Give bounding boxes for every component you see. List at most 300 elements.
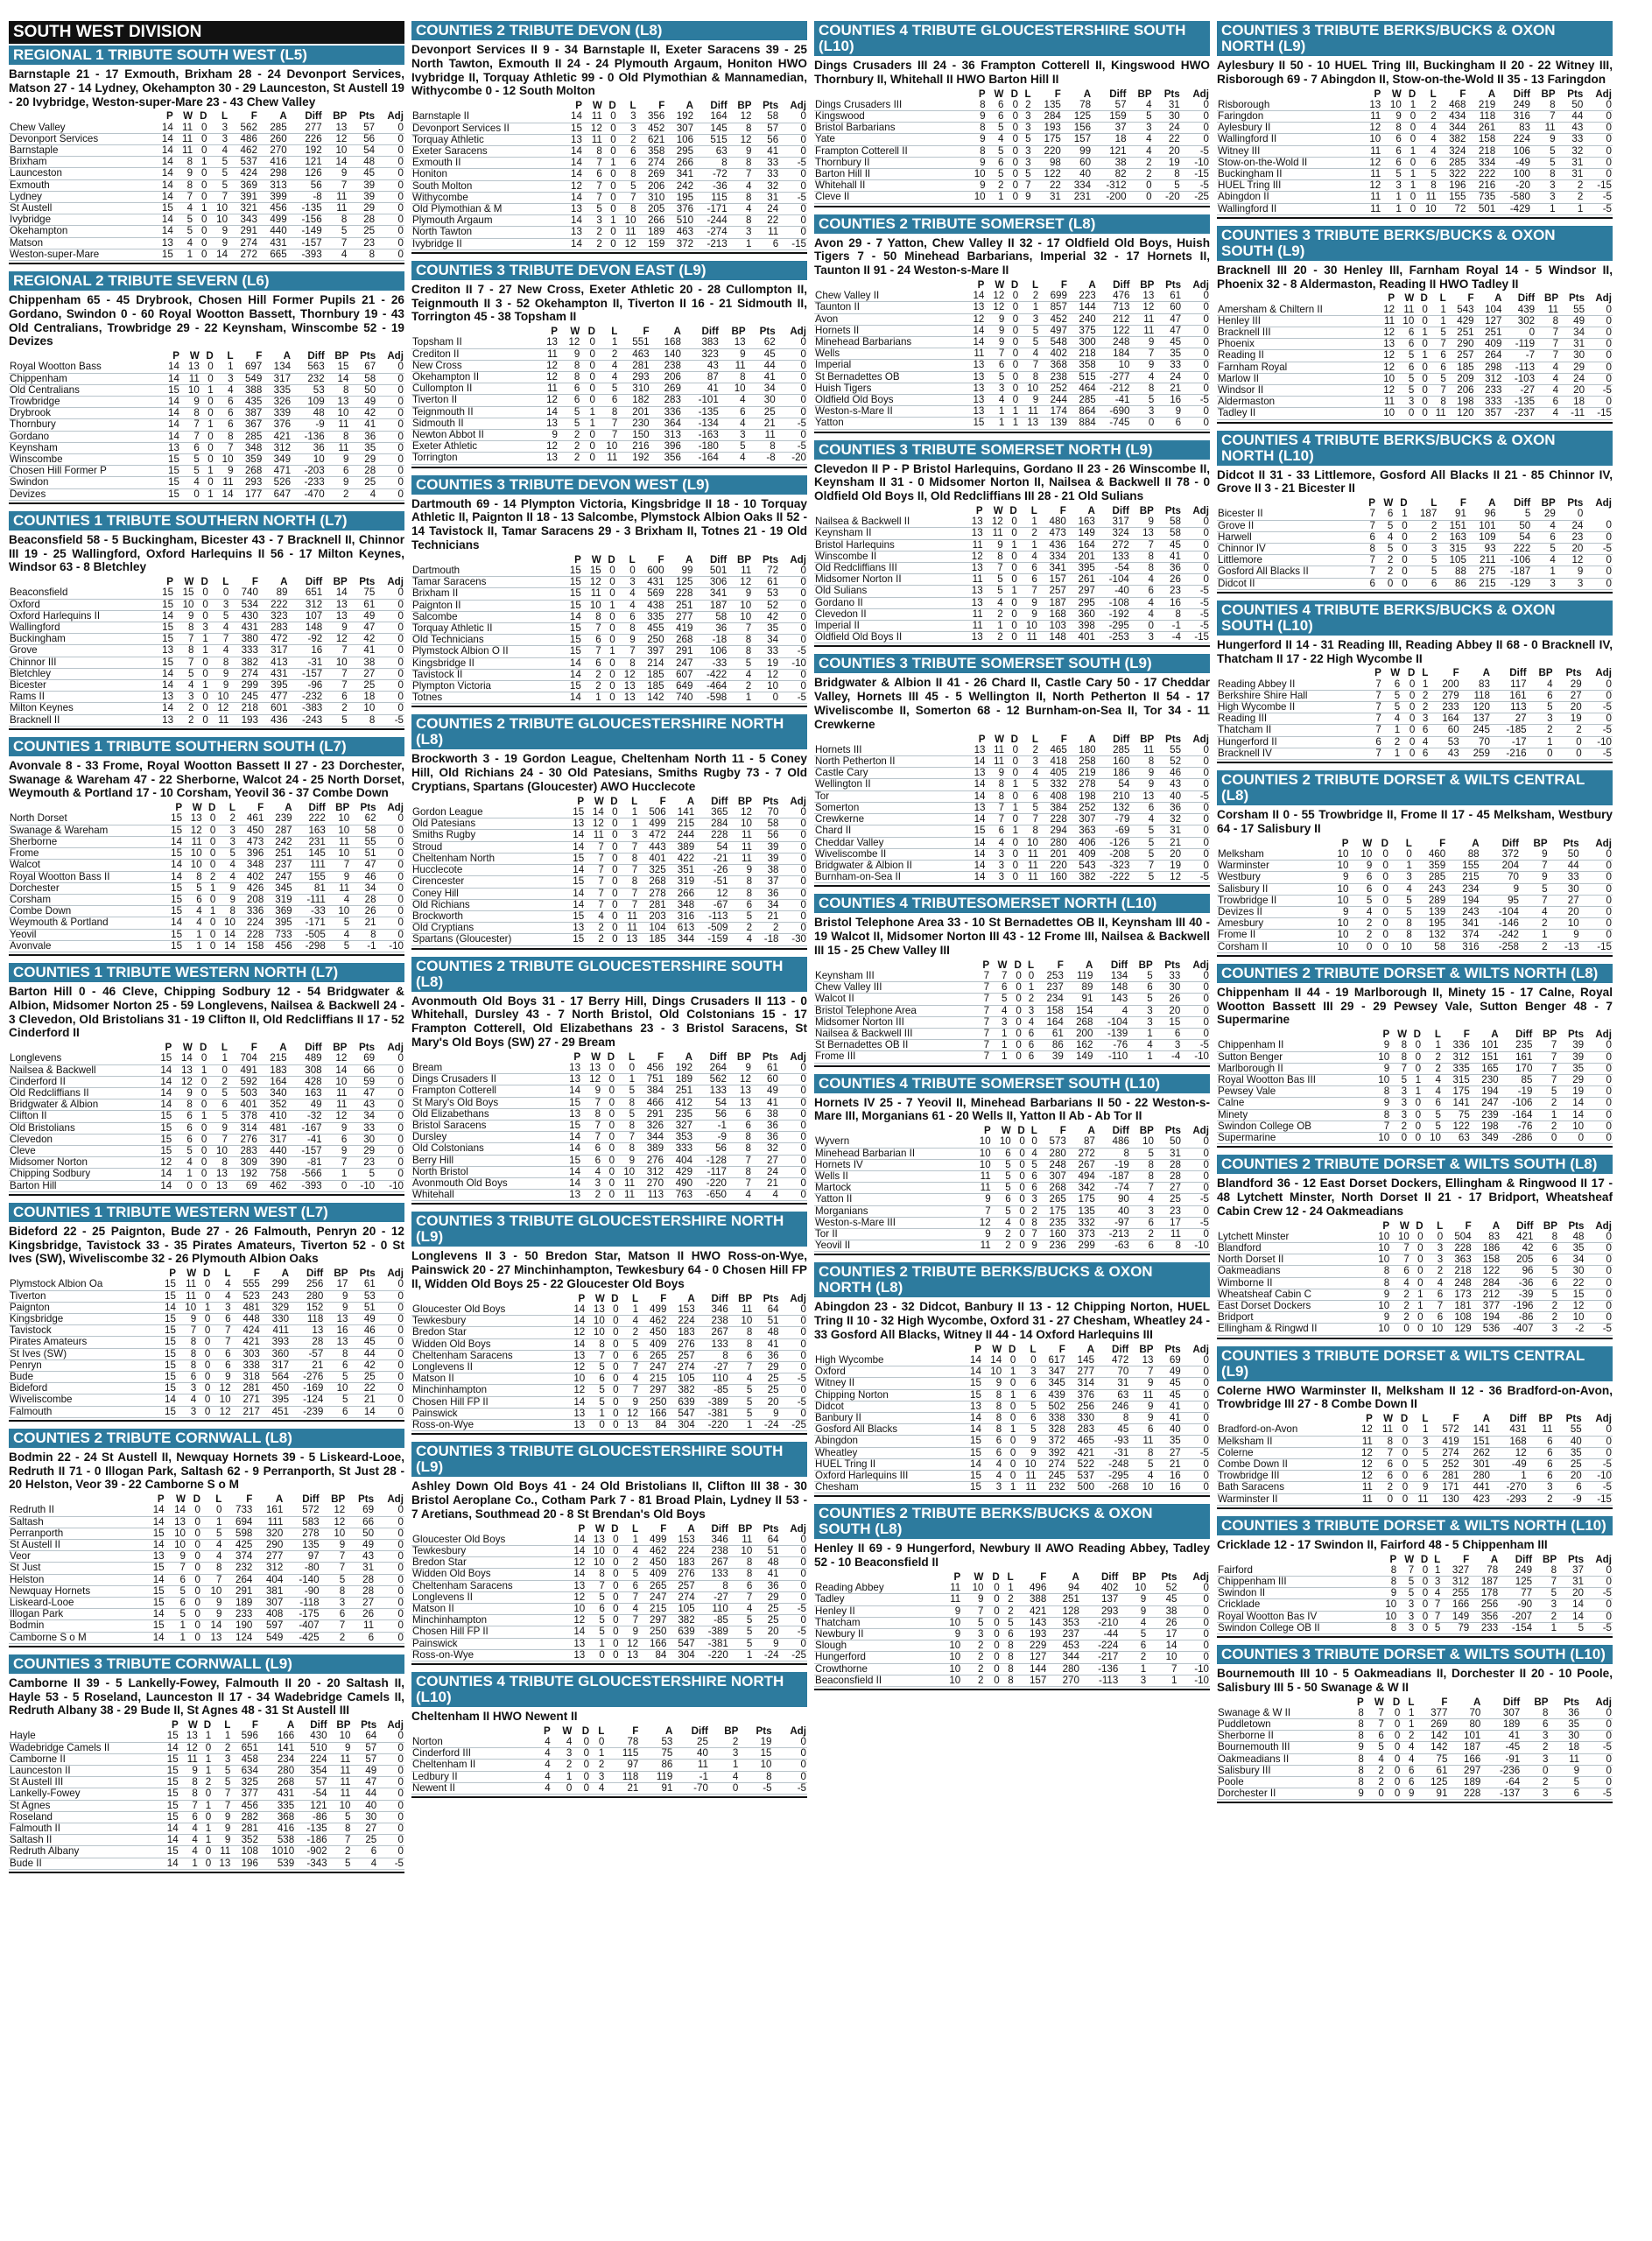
stat-cell: 0	[1424, 1232, 1445, 1243]
column-header: P	[172, 350, 179, 362]
stat-cell: 10	[1417, 203, 1438, 214]
stat-cell: 16	[1155, 1470, 1182, 1481]
stat-cell: 7	[1390, 1242, 1410, 1254]
stat-cell: 110	[696, 1373, 729, 1385]
stat-cell: 26	[1155, 574, 1182, 586]
team-header	[411, 797, 566, 807]
column-header: W	[192, 802, 202, 814]
table-row	[411, 657, 807, 669]
column-header: Adj	[790, 326, 806, 338]
stat-cell: 402	[236, 871, 264, 882]
stat-cell: 5	[216, 848, 236, 860]
stat-cell: 0	[376, 692, 404, 703]
stat-cell: 4	[1093, 1005, 1128, 1016]
stat-cell: 346	[696, 1535, 729, 1546]
stat-cell: 9	[1381, 111, 1402, 123]
table-row	[814, 1663, 1210, 1675]
stat-cell: 14	[216, 940, 236, 952]
stat-cell: 5	[586, 1591, 606, 1603]
stat-cell: 0	[1182, 574, 1210, 586]
stat-cell: 4	[209, 622, 229, 634]
stat-cell: 1	[1002, 1389, 1016, 1401]
column-header: P	[157, 1493, 165, 1506]
section-divider	[9, 1420, 404, 1422]
stat-cell: 21	[1155, 383, 1182, 394]
stat-cell: 7	[620, 1361, 640, 1373]
stat-cell: 6	[752, 238, 779, 249]
stat-cell: 8	[739, 1771, 772, 1782]
table-row	[9, 373, 404, 384]
stat-cell: 0	[376, 477, 404, 488]
stat-cell: 0	[779, 169, 807, 180]
stat-cell: -140	[284, 1574, 320, 1585]
stat-cell: 32	[752, 1143, 779, 1155]
stat-cell: 0	[779, 635, 807, 646]
stat-cell: 5	[328, 1811, 352, 1823]
stat-cell: 0	[1521, 1765, 1549, 1776]
stat-cell: 429	[1447, 315, 1475, 327]
team-name: Reading Abbey	[814, 1583, 938, 1594]
team-name: Old Colstonians	[411, 1143, 561, 1155]
stat-cell: 0	[1394, 1471, 1409, 1482]
stat-cell: 11	[1130, 745, 1155, 756]
stat-cell: 4	[351, 1858, 377, 1869]
column-header: A	[283, 350, 292, 362]
stat-cell: 13	[326, 397, 350, 408]
team-name: Winscombe	[9, 454, 160, 466]
stat-cell: 2	[1534, 1300, 1558, 1311]
stat-cell: 10	[972, 1136, 992, 1148]
stat-cell: 0	[773, 1760, 807, 1771]
column-header: P	[1357, 1696, 1364, 1708]
stat-cell: 0	[580, 337, 596, 348]
stat-cell: 14	[566, 888, 586, 899]
stat-cell: 6	[596, 395, 618, 406]
stat-cell: 9	[326, 477, 350, 488]
stat-cell: 0	[1004, 621, 1018, 632]
stat-cell: 0	[376, 622, 404, 634]
stat-cell: 2	[1416, 690, 1429, 701]
stat-cell: 0	[376, 1348, 404, 1359]
team-name: Harwell	[1217, 531, 1363, 543]
table-row	[411, 899, 807, 910]
stat-cell: 10	[201, 1585, 222, 1597]
stat-cell: 14	[566, 1545, 587, 1556]
league-section	[814, 21, 1210, 207]
stat-cell: 8	[982, 1412, 1002, 1423]
table-row	[814, 145, 1210, 157]
table-row	[814, 1470, 1210, 1481]
stat-cell: 19	[1554, 713, 1583, 725]
column-header: Pts	[1567, 1553, 1585, 1565]
stat-cell: 14	[152, 1169, 173, 1180]
stat-cell: 0	[1585, 1611, 1613, 1622]
stat-cell: -5	[1182, 1194, 1210, 1205]
stat-cell: 0	[376, 214, 404, 226]
team-name: Bredon Star	[411, 1327, 566, 1338]
stat-cell: 0	[1004, 516, 1018, 528]
stat-cell: 12	[1376, 305, 1395, 316]
stat-cell: 1	[620, 1304, 640, 1316]
stat-cell: 10	[1389, 941, 1413, 952]
column-header: Diff	[1509, 1413, 1527, 1425]
stat-cell: 52	[1155, 756, 1182, 768]
stat-cell: -17	[1491, 736, 1528, 748]
stat-cell: 41	[753, 1569, 779, 1580]
table-row	[1217, 408, 1613, 419]
team-name: St Agnes	[9, 1800, 160, 1811]
stat-cell: 0	[1002, 1401, 1016, 1412]
stat-cell: 3	[987, 872, 1006, 883]
stat-cell: 4	[1417, 134, 1438, 145]
stat-cell: 2	[1528, 1493, 1554, 1505]
stat-cell: 5	[1429, 1622, 1441, 1633]
team-name: Newent II	[411, 1782, 535, 1794]
stat-cell: 0	[1130, 621, 1155, 632]
table-row	[814, 360, 1210, 371]
stat-cell: 390	[258, 1157, 288, 1169]
stat-cell: 192	[618, 453, 650, 464]
stat-cell: 0	[376, 1111, 404, 1122]
team-header	[814, 1345, 962, 1355]
column-header: L	[1422, 1413, 1429, 1425]
stat-cell: 8	[1533, 1565, 1557, 1577]
table-row	[9, 1551, 404, 1563]
stat-cell: 4	[1130, 608, 1155, 620]
stat-cell: 237	[264, 860, 292, 871]
stat-cell: 30	[1549, 883, 1580, 895]
stat-cell: 332	[1067, 1217, 1096, 1228]
stat-cell: 2	[1521, 1742, 1549, 1753]
team-name: Redruth Albany	[9, 1846, 160, 1858]
stat-cell: 0	[1182, 848, 1210, 860]
stat-cell: 8	[747, 441, 777, 453]
stat-cell: 382	[667, 1385, 695, 1396]
stat-cell: 318	[232, 1371, 261, 1382]
stat-cell: 5	[1422, 1109, 1442, 1120]
stat-cell: 34	[1559, 327, 1585, 339]
stat-cell: 13	[586, 1304, 606, 1316]
stat-cell: 257	[1038, 586, 1067, 597]
stat-cell: 228	[1444, 1242, 1472, 1254]
stat-cell: 0	[1128, 180, 1153, 192]
stat-cell: 6	[1381, 157, 1402, 168]
stat-cell: 3	[1130, 1205, 1155, 1217]
stat-cell: 6	[559, 395, 580, 406]
stat-cell: 10	[1019, 383, 1039, 394]
stat-cell: 1	[1408, 1086, 1422, 1098]
division-heading: SOUTH WEST DIVISION	[9, 21, 404, 44]
stat-cell: 378	[228, 1111, 258, 1122]
stat-cell: 0	[193, 1157, 207, 1169]
stat-cell: 0	[1585, 1051, 1613, 1063]
column-header: F	[246, 1493, 253, 1506]
stat-cell: -1	[673, 1771, 709, 1782]
stat-cell: 230	[1471, 1074, 1500, 1085]
table-row	[9, 1064, 404, 1076]
table-row	[814, 539, 1210, 551]
table-row	[9, 1279, 404, 1290]
stat-cell: 5	[1376, 544, 1394, 555]
column-header: F	[643, 326, 650, 338]
stat-cell: 8	[209, 657, 229, 668]
league-table	[9, 1720, 404, 1870]
stat-cell: 250	[636, 635, 665, 646]
stat-cell: 272	[228, 249, 258, 260]
stat-cell: 0	[1585, 373, 1613, 384]
stat-cell: 0	[1181, 134, 1210, 145]
stat-cell: 78	[1470, 1565, 1499, 1577]
stat-cell: 12	[620, 1638, 640, 1649]
stat-cell: 0	[197, 1394, 211, 1406]
stat-cell: 0	[601, 1132, 615, 1143]
stat-cell: 9	[201, 1598, 222, 1609]
stat-cell: 9	[209, 680, 229, 692]
stat-cell: 8	[348, 249, 376, 260]
stat-cell: 15	[562, 623, 582, 635]
table-row	[814, 291, 1210, 302]
stat-cell: -15	[1181, 169, 1210, 180]
stat-cell: 15	[152, 1053, 173, 1064]
column-header: Pts	[360, 802, 376, 814]
team-name: Gosford All Blacks	[814, 1424, 962, 1436]
stat-cell: 358	[637, 146, 666, 158]
league-table	[9, 577, 404, 727]
stat-cell: 145	[694, 123, 728, 134]
stat-cell: 0	[606, 1419, 620, 1430]
stat-cell: 14	[153, 133, 174, 144]
stat-cell: 70	[1095, 1366, 1129, 1378]
stat-cell: 276	[667, 1569, 695, 1580]
stat-cell: 84	[639, 1649, 667, 1661]
stat-cell: 14	[982, 1355, 1002, 1366]
table-row	[411, 348, 807, 360]
table-row	[411, 681, 807, 692]
stat-cell: 0	[779, 1074, 807, 1085]
table-row	[411, 1591, 807, 1603]
stat-cell: 14	[216, 929, 236, 940]
stat-cell: 7	[1429, 1599, 1441, 1611]
stat-cell: 0	[186, 1528, 201, 1539]
stat-cell: 0	[1005, 837, 1019, 848]
stat-cell: 11	[1018, 632, 1038, 643]
stat-cell: 333	[1475, 397, 1503, 408]
stat-cell: 11	[1019, 872, 1039, 883]
stat-cell: 2	[174, 714, 194, 726]
stat-cell: 0	[200, 431, 214, 442]
team-name: Gordano	[9, 431, 160, 442]
stat-cell: 7	[1019, 360, 1039, 371]
stat-cell: -295	[1096, 621, 1130, 632]
stat-cell: 335	[263, 384, 292, 396]
stat-cell: 174	[1039, 406, 1068, 418]
column-header: P	[1382, 1219, 1390, 1232]
stat-cell: 0	[1373, 930, 1389, 941]
stat-cell: 0	[606, 1408, 620, 1419]
stat-cell: 0	[377, 1800, 404, 1811]
stat-cell: 9	[966, 111, 987, 123]
stat-cell: 12	[566, 1385, 587, 1396]
stat-cell: 7	[1365, 1708, 1385, 1719]
stat-cell: 7	[586, 1350, 606, 1361]
stat-cell: 15	[144, 1585, 165, 1597]
stat-cell: 395	[264, 917, 292, 929]
league-results: Avonmouth Old Boys 31 - 17 Berry Hill, Dings Crusaders II 113 - 0 Whitehall, Dursley 43 - 7 North Bristol, Old Colstonians 15 - 17 Frampton Cotterell, Old Elizabethans 23 - 3 Bristol Saracens, St Mary's Old Boys (SW) 27 - 29 Bream	[411, 994, 807, 1049]
stat-cell: 0	[984, 1640, 1000, 1652]
table-row	[411, 204, 807, 215]
stat-cell: 6	[1424, 1289, 1445, 1300]
stat-cell: 23	[1155, 586, 1182, 597]
stat-cell: 436	[259, 714, 289, 726]
column-header: BP	[333, 1042, 348, 1054]
stat-cell: 0	[1373, 895, 1389, 906]
stat-cell: 8	[214, 431, 235, 442]
stat-cell: 1	[199, 1731, 212, 1742]
stat-cell: 13	[964, 632, 984, 643]
column-header: Adj	[387, 1719, 404, 1732]
stat-cell: 0	[376, 587, 404, 599]
table-row	[814, 1051, 1210, 1063]
stat-cell: 289	[1413, 895, 1446, 906]
stat-cell: 0	[1182, 1378, 1210, 1389]
stat-cell: 30	[747, 395, 777, 406]
stat-cell: 54	[693, 1097, 728, 1108]
column-header: Diff	[1100, 1570, 1119, 1583]
table-row	[814, 1217, 1210, 1228]
table-row	[814, 1136, 1210, 1148]
team-name: Beaconsfield II	[814, 1675, 938, 1686]
stat-cell: 0	[1580, 906, 1613, 917]
stat-cell: 0	[780, 1338, 807, 1350]
stat-cell: 4	[211, 1290, 231, 1302]
stat-cell: 13	[566, 1649, 587, 1661]
stat-cell: 22	[752, 215, 779, 227]
team-name: Gloucester Old Boys	[411, 1304, 566, 1316]
stat-cell: 345	[1037, 1378, 1066, 1389]
league-results: Didcot II 31 - 33 Littlemore, Gosford All Blacks II 21 - 85 Chinnor IV, Grove II 3 - 21 Bicester II	[1217, 467, 1613, 495]
stat-cell: 1	[1005, 825, 1019, 837]
column-header: P	[578, 1522, 586, 1535]
stat-cell: 450	[236, 825, 264, 836]
table-row	[814, 768, 1210, 779]
stat-cell: 0	[186, 1563, 201, 1574]
stat-cell: 421	[1066, 1447, 1095, 1458]
stat-cell: 43	[682, 360, 720, 371]
stat-cell: 134	[263, 362, 292, 373]
table-row	[9, 894, 404, 905]
stat-cell: -242	[1480, 930, 1520, 941]
stat-cell: 25	[673, 1737, 709, 1748]
stat-cell: 7	[1363, 520, 1376, 531]
stat-cell: 4	[720, 453, 747, 464]
stat-cell: 14	[563, 192, 583, 203]
stat-cell: -72	[694, 169, 728, 180]
stat-cell: 234	[1446, 883, 1480, 895]
stat-cell: 307	[253, 1598, 284, 1609]
column-header: Pts	[360, 350, 376, 362]
stat-cell: 228	[695, 830, 728, 841]
stat-cell: 7	[1533, 1074, 1557, 1085]
column-header: P	[171, 1719, 179, 1732]
table-row	[814, 597, 1210, 608]
stat-cell: 35	[1558, 1242, 1585, 1254]
stat-cell: 11	[183, 836, 203, 847]
stat-cell: 224	[295, 1753, 327, 1765]
stat-cell: 10	[327, 813, 350, 825]
stat-cell: 3	[1023, 1005, 1035, 1016]
stat-cell: 3	[1397, 1611, 1415, 1622]
stat-cell: 0	[377, 871, 404, 882]
team-name: Dings Crusaders III	[814, 100, 966, 111]
stat-cell: 5	[1549, 1777, 1580, 1788]
stat-cell: 11	[1019, 406, 1039, 418]
stat-cell: 339	[263, 408, 292, 419]
team-name: Weston-s-Mare III	[814, 1217, 972, 1228]
table-row	[411, 1535, 807, 1546]
stat-cell: 166	[639, 1638, 667, 1649]
stat-cell: 293	[235, 477, 264, 488]
stat-cell: 463	[618, 348, 650, 360]
stat-cell: 15	[153, 203, 174, 214]
table-row	[411, 1385, 807, 1396]
column-header: W	[992, 1343, 1002, 1355]
stat-cell: 12	[183, 825, 203, 836]
stat-cell: 0	[193, 1169, 207, 1180]
team-name: Chesham	[814, 1482, 962, 1493]
stat-cell: 1	[207, 1053, 228, 1064]
team-name: Walcot	[9, 860, 164, 871]
team-name: Yatton II	[814, 1194, 972, 1205]
stat-cell: 0	[1181, 123, 1210, 134]
column-header: L	[629, 1050, 636, 1063]
team-name: Aldermaston	[1217, 397, 1376, 408]
stat-cell: 0	[780, 1535, 807, 1546]
stat-cell: 232	[292, 373, 326, 384]
stat-cell: 4	[992, 1217, 1012, 1228]
stat-cell: 0	[203, 813, 217, 825]
stat-cell: 8	[1001, 1675, 1015, 1686]
table-row	[1217, 1051, 1613, 1063]
stat-cell: 170	[1500, 1063, 1534, 1074]
stat-cell: 15	[566, 807, 586, 818]
stat-cell: 5	[207, 1087, 228, 1099]
stat-cell: -5	[777, 418, 807, 429]
stat-cell: 15	[154, 634, 174, 645]
stat-cell: 220	[1032, 145, 1062, 157]
stat-cell: 443	[638, 841, 666, 853]
stat-cell: 11	[619, 923, 639, 934]
stat-cell: 10	[1377, 1599, 1397, 1611]
league-section	[411, 714, 807, 949]
table-row	[1217, 520, 1613, 531]
stat-cell: 9	[1377, 1588, 1397, 1599]
table-row	[9, 917, 404, 929]
column-header: Diff	[1112, 1125, 1129, 1137]
stat-cell: 15	[561, 1155, 581, 1166]
stat-cell: 9	[174, 168, 193, 179]
stat-cell: 8	[728, 158, 753, 169]
stat-cell: 363	[1444, 1254, 1472, 1266]
table-row	[411, 1615, 807, 1626]
table-row	[9, 1800, 404, 1811]
table-row	[9, 1609, 404, 1620]
stat-cell: -1	[693, 1120, 728, 1131]
table-row	[9, 1087, 404, 1099]
stat-cell: 15	[160, 1811, 179, 1823]
column-header: Adj	[790, 1725, 806, 1737]
stat-cell: 4	[1130, 1194, 1155, 1205]
stat-cell: 38	[752, 1108, 779, 1120]
